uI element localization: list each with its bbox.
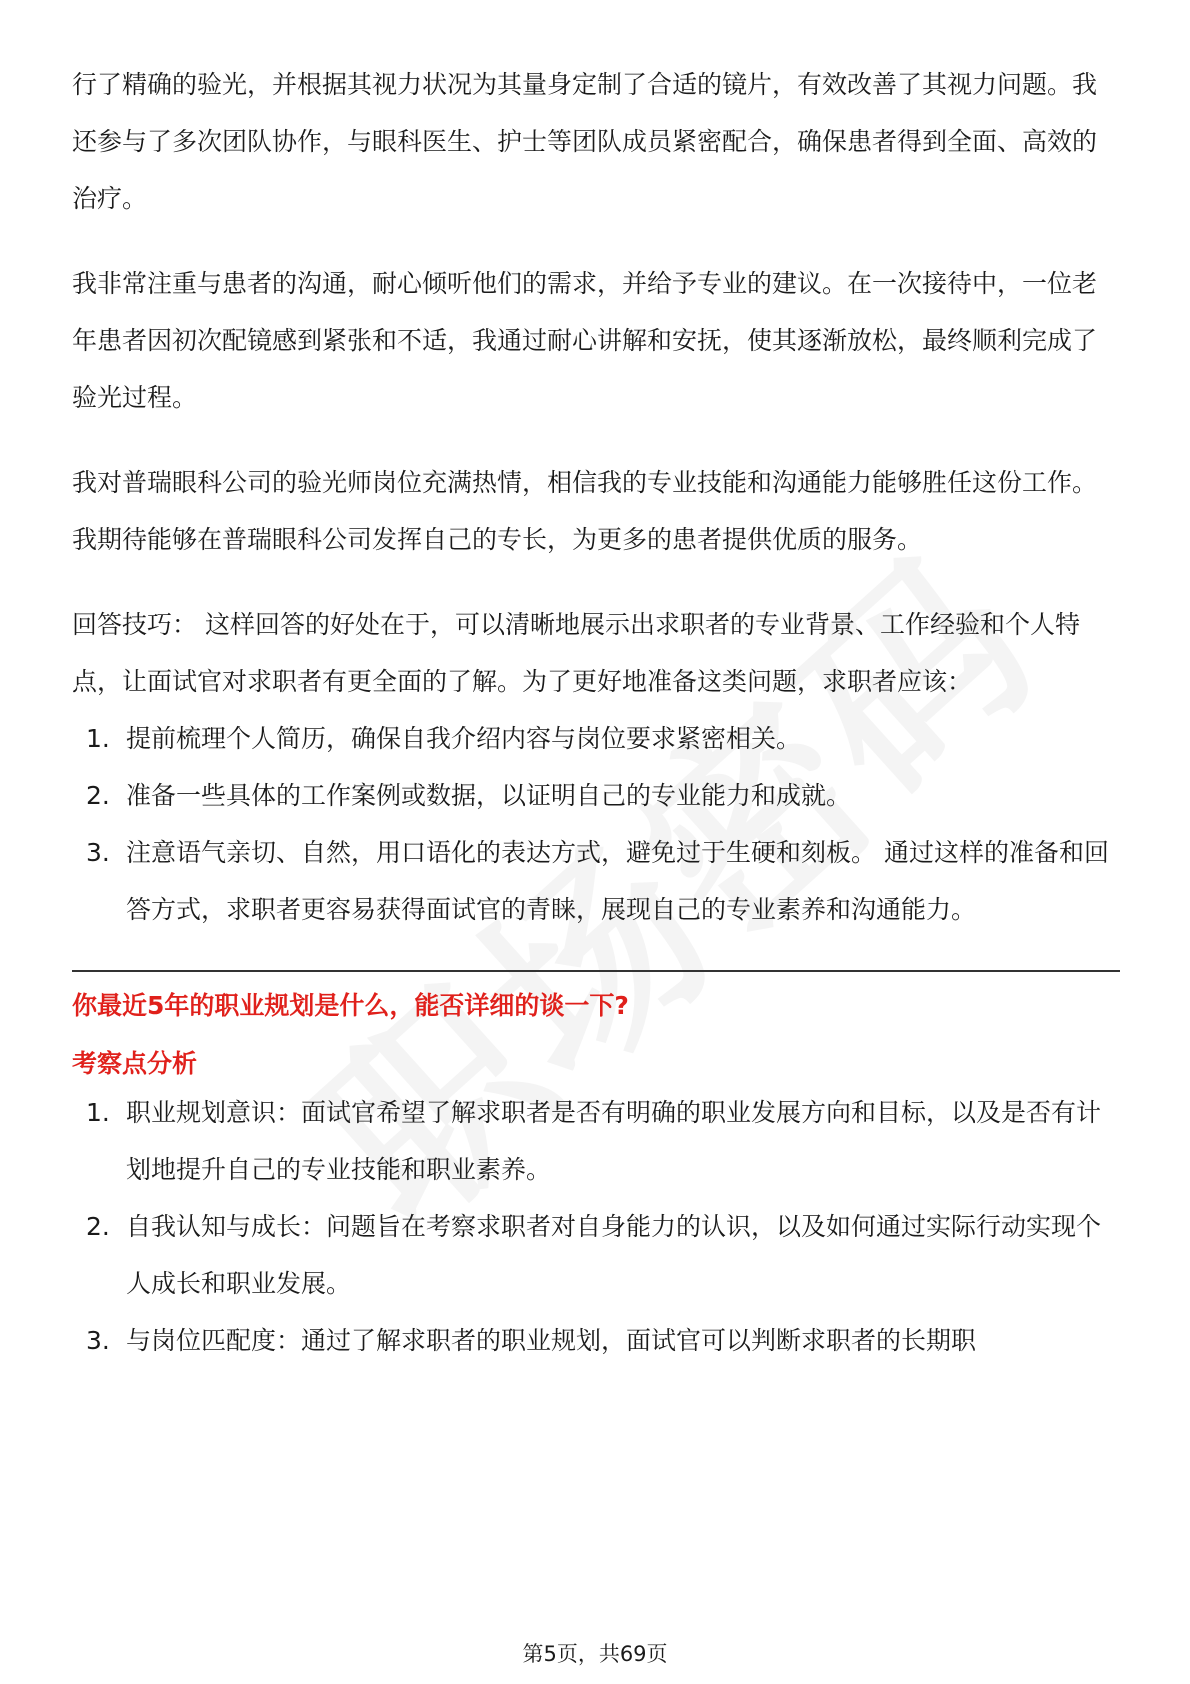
list-item: [72, 1312, 1120, 1369]
list-item-number: 3.: [86, 1326, 110, 1355]
list-item-text: 自我认知与成长：问题旨在考察求职者对自身能力的认识，以及如何通过实际行动实现个人成长和职业发展。: [126, 1212, 1102, 1298]
list-item: [72, 824, 1120, 938]
list-item-text: 注意语气亲切、自然，用口语化的表达方式，避免过于生硬和刻板。 通过这样的准备和回答方式，求职者更容易获得面试官的青睐，展现自己的专业素养和沟通能力。: [126, 838, 1109, 924]
list-item-number: 1.: [86, 724, 110, 753]
answer-tips-paragraph: 回答技巧： 这样回答的好处在于，可以清晰地展示出求职者的专业背景、工作经验和个人特点，让面试官对求职者有更全面的了解。为了更好地准备这类问题，求职者应该：: [72, 610, 1080, 696]
analysis-heading: 考察点分析: [72, 1049, 198, 1078]
list-item-text: 与岗位匹配度：通过了解求职者的职业规划，面试官可以判断求职者的长期职: [126, 1326, 977, 1355]
list-item: [72, 710, 1120, 767]
list-item-text: 职业规划意识：面试官希望了解求职者是否有明确的职业发展方向和目标，以及是否有计划地提升自己的专业技能和职业素养。: [126, 1098, 1102, 1184]
section-divider: [72, 970, 1120, 972]
tips-list: [72, 710, 1120, 938]
paragraph-2: 我非常注重与患者的沟通，耐心倾听他们的需求，并给予专业的建议。在一次接待中，一位老年患者因初次配镜感到紧张和不适，我通过耐心讲解和安抚，使其逐渐放松，最终顺利完成了验光过程。: [72, 269, 1098, 412]
analysis-points-list: [72, 1084, 1120, 1369]
list-item: [72, 1198, 1120, 1312]
list-item-number: 2.: [86, 1212, 110, 1241]
paragraph-1: 行了精确的验光，并根据其视力状况为其量身定制了合适的镜片，有效改善了其视力问题。我还参与了多次团队协作，与眼科医生、护士等团队成员紧密配合，确保患者得到全面、高效的治疗。: [72, 70, 1098, 213]
list-item-text: 提前梳理个人简历，确保自我介绍内容与岗位要求紧密相关。: [126, 724, 802, 753]
list-item-number: 2.: [86, 781, 110, 810]
main-content: [72, 56, 1120, 1369]
paragraph-3: 我对普瑞眼科公司的验光师岗位充满热情，相信我的专业技能和沟通能力能够胜任这份工作。我期待能够在普瑞眼科公司发挥自己的专长，为更多的患者提供优质的服务。: [72, 468, 1098, 554]
page-number-footer: 第5页，共69页: [522, 1642, 668, 1666]
question-title: 你最近5年的职业规划是什么，能否详细的谈一下?: [72, 991, 629, 1020]
list-item-number: 3.: [86, 838, 110, 867]
list-item: [72, 1084, 1120, 1198]
list-item-number: 1.: [86, 1098, 110, 1127]
list-item: [72, 767, 1120, 824]
list-item-text: 准备一些具体的工作案例或数据，以证明自己的专业能力和成就。: [126, 781, 852, 810]
